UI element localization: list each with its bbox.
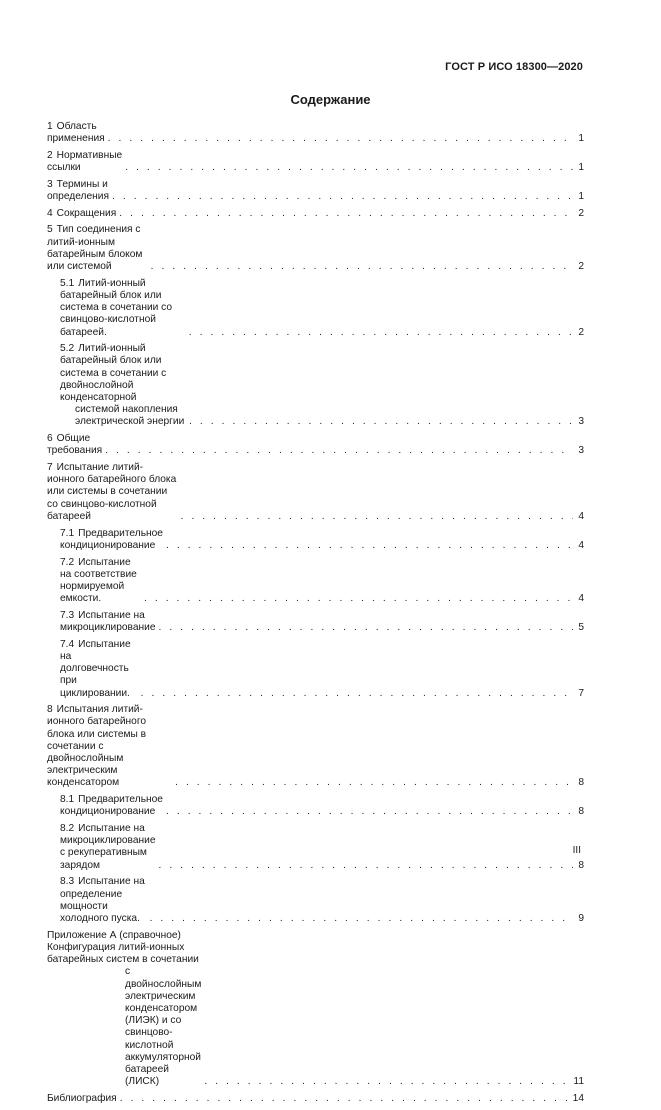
toc-entry[interactable] [47, 121, 584, 145]
toc-dot-leader [181, 511, 573, 523]
toc-entry-page: 8 [578, 806, 584, 818]
toc-entry-number: 3 [47, 178, 53, 190]
toc-dot-leader [112, 191, 573, 203]
toc-entry-text [47, 121, 105, 145]
toc-entry-number: 8.2 [60, 823, 75, 835]
toc-entry-number: 1 [47, 121, 53, 132]
toc-entry-number: 5 [47, 224, 53, 236]
toc-entry-text [47, 704, 172, 789]
toc-entry-line: Испытание на микроциклирование [60, 609, 156, 634]
toc-dot-leader [144, 593, 573, 605]
toc-entry-line: системой накопления электрической энергии [75, 404, 185, 428]
toc-entry-text [47, 179, 109, 203]
toc-entry-number: 7.2 [60, 556, 75, 568]
toc-entry-page: 7 [578, 687, 584, 699]
toc-entry-number: 4 [47, 207, 53, 219]
toc-entry-number: 7.3 [60, 609, 75, 621]
toc-dot-leader [105, 445, 573, 457]
toc-entry-number: 6 [47, 433, 53, 445]
toc-dot-leader [166, 806, 573, 818]
toc-entry[interactable] [47, 150, 584, 174]
toc-entry-line: Литий-ионный батарейный блок или система в сочетании с двойнослойной конденсаторной [60, 343, 167, 404]
toc-entry-line: аккумуляторной батареей (ЛИСК) [125, 1051, 201, 1088]
toc-entry[interactable] [47, 794, 584, 818]
toc-entry[interactable] [47, 876, 584, 925]
toc-entry-page: 9 [578, 912, 584, 924]
toc-entry[interactable] [47, 930, 584, 1089]
toc-entry[interactable] [47, 610, 584, 634]
toc-entry-text [47, 1093, 117, 1105]
toc-entry-text [60, 278, 186, 339]
toc-entry-text [60, 639, 138, 700]
toc-entry[interactable] [47, 208, 584, 220]
toc-dot-leader [189, 327, 573, 339]
toc-entry-page: 1 [578, 162, 584, 174]
toc-dot-leader [158, 860, 573, 872]
toc-entry-number: 8.3 [60, 876, 75, 888]
toc-entry[interactable] [47, 704, 584, 789]
toc-entry-text [47, 433, 102, 457]
toc-entry-page: 2 [578, 326, 584, 338]
toc-entry-line: Литий-ионный батарейный блок или система в сочетании со свинцово-кислотной батареей. [60, 277, 173, 338]
toc-entry[interactable] [47, 343, 584, 428]
toc-entry-text [47, 208, 116, 220]
toc-entry[interactable] [47, 179, 584, 203]
toc-dot-leader [189, 416, 573, 428]
toc-entry-line: Испытание на соответствие нормируемой емкости. [60, 556, 137, 605]
toc-entry-page: 14 [572, 1092, 584, 1104]
toc-entry-page: 5 [578, 622, 584, 634]
toc-entry-line: Нормативные ссылки [47, 149, 123, 174]
toc-entry-page: 1 [578, 133, 584, 145]
toc-entry-page: 4 [578, 539, 584, 551]
toc-entry-page: 11 [573, 1076, 584, 1088]
toc-entry-line: Испытание на определение мощности холодного пуска. [60, 876, 145, 924]
toc-entry[interactable] [47, 1093, 584, 1105]
toc-entry[interactable] [47, 462, 584, 523]
toc-entry-line: Предварительное кондиционирование [60, 527, 163, 551]
toc-entry-text [60, 343, 186, 428]
toc-entry-line: Область применения [47, 121, 105, 145]
standard-code-header: ГОСТ Р ИСО 18300—2020 [445, 61, 583, 73]
toc-dot-leader [150, 913, 573, 925]
toc-entry-line: Тип соединения с литий-ионным батарейным блоком или системой [47, 224, 143, 273]
toc-entry-text [60, 794, 163, 818]
toc-entry-number: 8.1 [60, 794, 75, 806]
toc-entry-number: 8 [47, 704, 53, 716]
toc-entry-text [60, 876, 147, 925]
toc-entry[interactable] [47, 528, 584, 552]
toc-dot-leader [204, 1076, 570, 1088]
toc-entry-text [60, 823, 155, 872]
toc-entry-text [60, 610, 155, 634]
toc-entry-text [47, 930, 201, 1089]
toc-entry-number: 2 [47, 149, 53, 161]
toc-dot-leader [158, 622, 573, 634]
toc-dot-leader [125, 162, 573, 174]
toc-entry-line: Испытания литий-ионного батарейного блока или системы в сочетании с двойнослойным [47, 704, 147, 765]
toc-dot-leader [108, 133, 573, 145]
toc-entry-line: Испытание на микроциклирование с рекуперативным зарядом [60, 823, 156, 871]
toc-entry-line: Приложение А (справочное) Конфигурация литий-ионных батарейных систем в сочетании [47, 929, 199, 966]
toc-entry[interactable] [47, 278, 584, 339]
toc-dot-leader [119, 208, 573, 220]
toc-entry[interactable] [47, 557, 584, 606]
toc-dot-leader [166, 540, 573, 552]
toc-entry-text [47, 150, 122, 174]
toc-entry-page: 4 [578, 510, 584, 522]
toc-entry-page: 3 [578, 445, 584, 457]
toc-entry-text [47, 462, 178, 523]
toc-dot-leader [141, 688, 573, 700]
toc-dot-leader [151, 261, 573, 273]
toc-entry-page: 1 [578, 191, 584, 203]
toc-entry-line: Предварительное кондиционирование [60, 794, 163, 818]
toc-entry-number: 5.2 [60, 343, 75, 355]
toc-entry-line: Испытание литий-ионного батарейного блока или системы в сочетании со свинцово-кислотной [47, 462, 177, 510]
toc-entry-page: 4 [578, 593, 584, 605]
toc-entry-text [60, 528, 163, 552]
toc-entry-text [47, 224, 148, 273]
toc-entry-page: 2 [578, 261, 584, 273]
toc-entry[interactable] [47, 639, 584, 700]
toc-entry[interactable] [47, 823, 584, 872]
toc-entry-line: Сокращения [56, 207, 117, 219]
toc-entry-page: 2 [578, 207, 584, 219]
toc-entry[interactable] [47, 224, 584, 273]
toc-entry[interactable] [47, 433, 584, 457]
toc-entry-line: Общие требования [47, 433, 103, 457]
toc-title: Содержание [290, 92, 371, 107]
table-of-contents [47, 121, 584, 1110]
toc-entry-line: Библиография [47, 1092, 117, 1104]
toc-entry-page: 8 [578, 859, 584, 871]
toc-dot-leader [120, 1093, 570, 1105]
toc-entry-line: Термины и определения [47, 178, 110, 203]
toc-entry-number: 7 [47, 462, 53, 474]
toc-entry-page: 3 [578, 416, 584, 428]
toc-entry-number: 7.4 [60, 638, 75, 650]
toc-entry-text [60, 557, 141, 606]
toc-dot-leader [175, 777, 573, 789]
toc-entry-line: Испытание на долговечность при циклировании. [60, 638, 131, 699]
toc-entry-line: батареей [47, 510, 91, 522]
toc-entry-number: 7.1 [60, 527, 75, 539]
toc-entry-line: электрическим конденсатором [47, 765, 120, 789]
toc-entry-line: с двойнослойным электрическим конденсатором (ЛИЭК) и со свинцово-кислотной [125, 966, 202, 1051]
toc-entry-page: 8 [578, 777, 584, 789]
toc-entry-number: 5.1 [60, 277, 75, 289]
page-number: III [572, 845, 581, 856]
